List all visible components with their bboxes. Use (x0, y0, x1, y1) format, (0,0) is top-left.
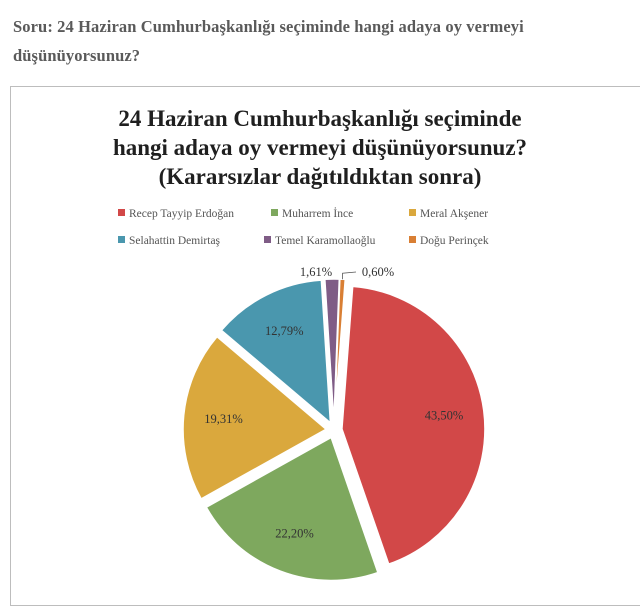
data-label-aksener: 19,31% (204, 412, 243, 427)
legend-label: Doğu Perinçek (420, 235, 489, 247)
chart-title-line-3: (Kararsızlar dağıtıldıktan sonra) (158, 164, 482, 189)
legend-label: Selahattin Demirtaş (129, 235, 221, 247)
legend-label: Muharrem İnce (282, 208, 354, 220)
data-label-karamollaoglu: 1,61% (299, 265, 333, 279)
leader-line-perincek (343, 272, 356, 279)
data-label-demirtas: 12,79% (264, 323, 304, 338)
legend-label: Recep Tayyip Erdoğan (129, 208, 235, 220)
question-line-1: Soru: 24 Haziran Cumhurbaşkanlığı seçiminde hangi adaya oy vermeyi (13, 17, 524, 36)
legend-label: Temel Karamollaoğlu (275, 235, 376, 247)
question-line-2: düşünüyorsunuz? (13, 46, 141, 65)
data-label-ince: 22,20% (275, 526, 314, 541)
chart-title-line-2: hangi adaya oy vermeyi düşünüyorsunuz? (112, 135, 528, 160)
data-label-perincek: 0,60% (361, 265, 395, 279)
legend-label: Meral Akşener (420, 208, 489, 220)
data-label-erdogan: 43,50% (424, 408, 464, 423)
chart-title-line-1: 24 Haziran Cumhurbaşkanlığı seçiminde (118, 106, 522, 131)
pie-slice-erdogan (342, 286, 485, 564)
